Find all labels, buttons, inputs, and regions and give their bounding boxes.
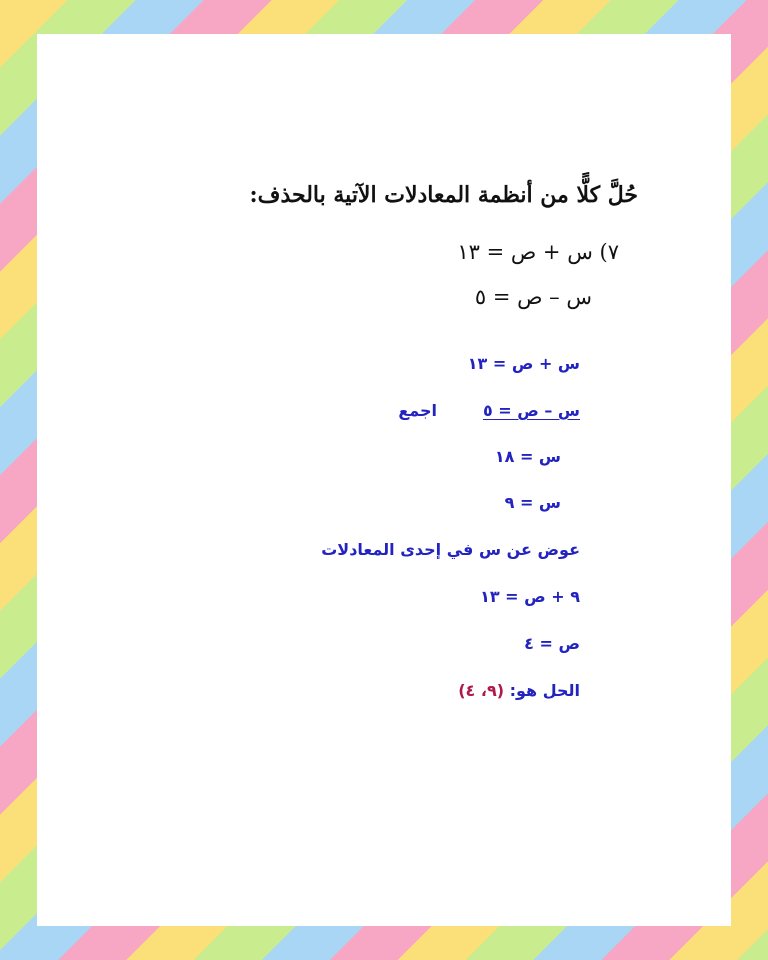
worksheet-page bbox=[37, 34, 731, 926]
problem-number: ٧) bbox=[599, 240, 619, 264]
solution-step-1: س + ص = ١٣ bbox=[467, 354, 580, 373]
solution-step-4: س = ٩ bbox=[504, 493, 561, 512]
problem-equation-1 bbox=[457, 240, 619, 264]
answer-label: الحل هو: bbox=[509, 681, 580, 700]
substitute-instruction: عوض عن س في إحدى المعادلات bbox=[321, 540, 580, 559]
exercise-heading: حُلَّ كلًّا من أنظمة المعادلات الآتية بالحذف: bbox=[249, 182, 638, 208]
equation-1-text: س + ص = ١٣ bbox=[457, 240, 593, 264]
solution-step-6: ص = ٤ bbox=[524, 634, 580, 653]
final-answer bbox=[458, 681, 580, 700]
problem-equation-2: س – ص = ٥ bbox=[474, 285, 592, 309]
add-instruction: اجمع bbox=[398, 401, 437, 420]
solution-step-2: س – ص = ٥ bbox=[482, 401, 580, 420]
answer-value: (٩، ٤) bbox=[458, 681, 505, 700]
solution-step-5: ٩ + ص = ١٣ bbox=[480, 587, 580, 606]
solution-step-3: س = ١٨ bbox=[494, 447, 561, 466]
